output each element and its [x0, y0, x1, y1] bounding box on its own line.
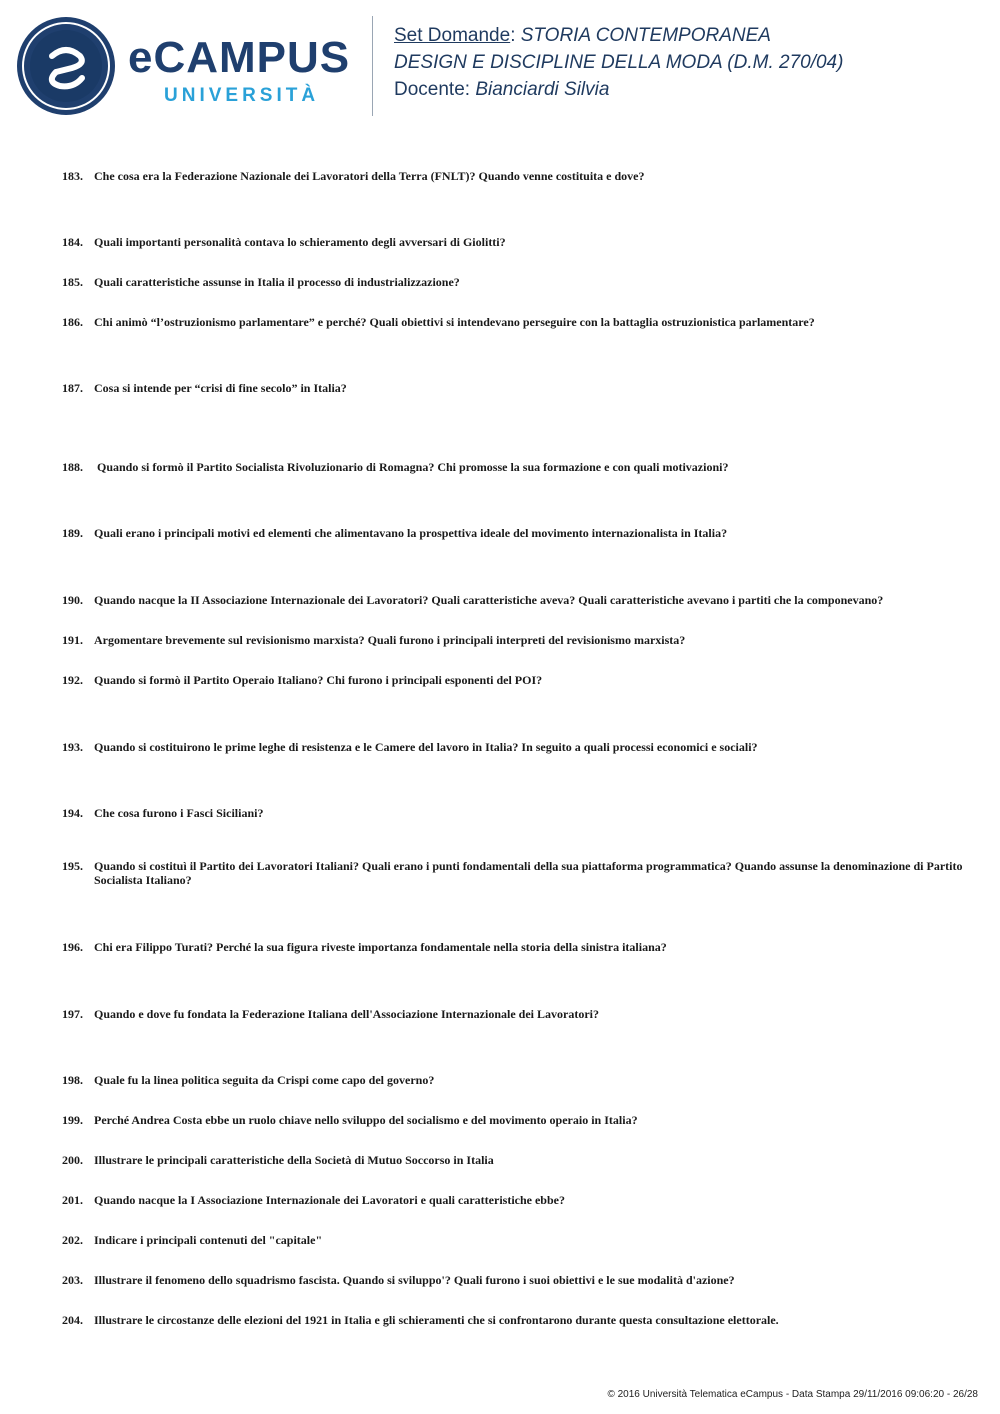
question-item [62, 1193, 972, 1207]
question-number: 204. [62, 1313, 83, 1327]
question-number: 189. [62, 526, 83, 540]
question-number: 203. [62, 1273, 83, 1287]
question-number: 195. [62, 859, 83, 873]
question-text: Quando e dove fu fondata la Federazione Italiana dell'Associazione Internazionale dei Lavoratori? [94, 1007, 599, 1021]
question-text: Perché Andrea Costa ebbe un ruolo chiave nello sviluppo del socialismo e del movimento operaio in Italia? [94, 1113, 638, 1127]
question-item [62, 1273, 972, 1287]
question-item [62, 275, 972, 289]
question-item [62, 1073, 972, 1087]
question-item [62, 1153, 972, 1167]
teacher-label: Docente: [394, 79, 476, 100]
question-item [62, 633, 972, 647]
question-number: 199. [62, 1113, 83, 1127]
question-number: 187. [62, 381, 83, 395]
question-number: 183. [62, 169, 83, 183]
question-text: Quali caratteristiche assunse in Italia il processo di industrializzazione? [94, 275, 460, 289]
question-number: 191. [62, 633, 83, 647]
question-number: 194. [62, 806, 83, 820]
question-text: Che cosa furono i Fasci Siciliani? [94, 806, 264, 820]
question-item [62, 381, 972, 395]
question-number: 196. [62, 940, 83, 954]
question-item [62, 740, 972, 754]
question-text: Quando nacque la II Associazione Internazionale dei Lavoratori? Quali caratteristiche aveva? Quali caratteristiche avevano i partiti che la componevano? [94, 593, 884, 607]
question-number: 202. [62, 1233, 83, 1247]
question-number: 197. [62, 1007, 83, 1021]
question-number: 188. [62, 460, 83, 474]
question-item [62, 460, 972, 474]
question-item [62, 859, 972, 887]
question-number: 192. [62, 673, 83, 687]
question-number: 184. [62, 235, 83, 249]
question-text: Quando nacque la I Associazione Internazionale dei Lavoratori e quali caratteristiche ebbe? [94, 1193, 565, 1207]
question-item [62, 315, 972, 329]
brand-subtitle: UNIVERSITÀ [164, 85, 320, 106]
question-item [62, 1233, 972, 1247]
question-number: 190. [62, 593, 83, 607]
question-text: Illustrare le circostanze delle elezioni del 1921 in Italia e gli schieramenti che si confrontarono durante questa consultazione elettorale. [94, 1313, 779, 1327]
set-label: Set Domande [394, 25, 511, 46]
question-item [62, 526, 972, 540]
question-item [62, 940, 972, 954]
header-divider [372, 16, 373, 116]
course-line: Set Domande: STORIA CONTEMPORANEA [394, 25, 771, 46]
question-text: Quali erano i principali motivi ed elementi che alimentavano la prospettiva ideale del movimento internazionalista in Italia? [94, 526, 728, 540]
program-title: DESIGN E DISCIPLINE DELLA MODA (D.M. 270/04) [394, 52, 844, 73]
question-text: Illustrare il fenomeno dello squadrismo fascista. Quando si sviluppo'? Quali furono i suoi obiettivi e le sue modalità d'azione? [94, 1273, 735, 1287]
question-number: 198. [62, 1073, 83, 1087]
question-number: 186. [62, 315, 83, 329]
question-text: Cosa si intende per “crisi di fine secolo” in Italia? [94, 381, 347, 395]
teacher-line [394, 76, 843, 103]
question-text: Quale fu la linea politica seguita da Crispi come capo del governo? [94, 1073, 435, 1087]
question-item [62, 1313, 972, 1327]
question-text: Che cosa era la Federazione Nazionale dei Lavoratori della Terra (FNLT)? Quando venne costituita e dove? [94, 169, 645, 183]
page-footer: © 2016 Università Telematica eCampus - Data Stampa 29/11/2016 09:06:20 - 26/28 [607, 1389, 978, 1400]
course-title: STORIA CONTEMPORANEA [520, 25, 771, 46]
question-text: Quando si formò il Partito Operaio Italiano? Chi furono i principali esponenti del POI? [94, 673, 543, 687]
course-info [394, 22, 843, 103]
question-item [62, 1113, 972, 1127]
question-text: Quando si costituirono le prime leghe di resistenza e le Camere del lavoro in Italia? In seguito a quali processi economici e sociali? [94, 740, 758, 754]
question-text: Quando si formò il Partito Socialista Rivoluzionario di Romagna? Chi promosse la sua formazione e con quali motivazioni? [94, 460, 729, 474]
question-item [62, 1007, 972, 1021]
question-item [62, 235, 972, 249]
teacher-name: Bianciardi Silvia [475, 79, 610, 100]
question-text: Indicare i principali contenuti del "capitale" [94, 1233, 323, 1247]
question-text: Chi animò “l’ostruzionismo parlamentare” e perché? Quali obiettivi si intendevano perseguire con la battaglia ostruzionistica parlamentare? [94, 315, 815, 329]
question-number: 201. [62, 1193, 83, 1207]
question-text: Quali importanti personalità contava lo schieramento degli avversari di Giolitti? [94, 235, 506, 249]
question-text: Illustrare le principali caratteristiche della Società di Mutuo Soccorso in Italia [94, 1153, 494, 1167]
program-line [394, 49, 843, 76]
question-item [62, 673, 972, 687]
question-item [62, 169, 972, 183]
question-text: Argomentare brevemente sul revisionismo marxista? Quali furono i principali interpreti del revisionismo marxista? [94, 633, 686, 647]
question-item [62, 806, 972, 820]
question-number: 185. [62, 275, 83, 289]
question-text: Quando si costituì il Partito dei Lavoratori Italiani? Quali erano i punti fondamentali della sua piattaforma programmatica? Quando assunse la denominazione di Partito Socialista Italiano? [94, 859, 963, 887]
question-number: 193. [62, 740, 83, 754]
page-header [0, 0, 1000, 130]
brand-name: eCAMPUS [128, 33, 351, 82]
ecampus-logo-icon [16, 16, 116, 116]
question-text: Chi era Filippo Turati? Perché la sua figura riveste importanza fondamentale nella storia della sinistra italiana? [94, 940, 667, 954]
question-number: 200. [62, 1153, 83, 1167]
question-item [62, 593, 972, 607]
